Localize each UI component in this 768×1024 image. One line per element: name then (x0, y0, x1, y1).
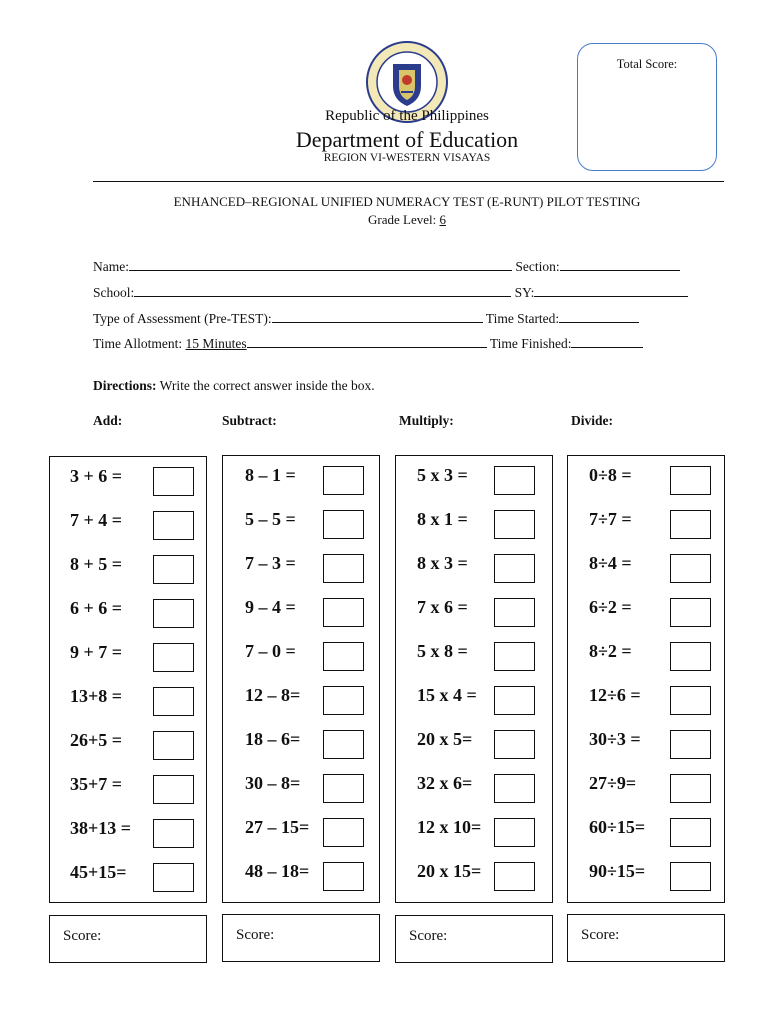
grade-level (0, 212, 768, 228)
problem-text: 6÷2 = (589, 597, 632, 617)
problem-text: 20 x 15= (417, 861, 482, 881)
problem-text: 12÷6 = (589, 685, 641, 705)
header-divider (93, 181, 724, 182)
problem-text: 35+7 = (70, 774, 123, 794)
total-score-box[interactable] (577, 43, 717, 171)
problem-text: 8÷4 = (589, 553, 632, 573)
republic-heading: Republic of the Philippines (325, 108, 489, 124)
grade-level-label: Grade Level: (368, 212, 440, 227)
time-started-field[interactable] (559, 311, 639, 323)
directions (93, 378, 375, 394)
add-column (49, 456, 207, 903)
problem-text: 26+5 = (70, 730, 123, 750)
problem-text: 5 x 3 = (417, 465, 468, 485)
grade-level-value: 6 (439, 212, 446, 227)
answer-box[interactable] (153, 819, 194, 848)
problem-text: 9 – 4 = (245, 597, 296, 617)
problem-text: 7 + 4 = (70, 510, 123, 530)
problem-text: 8 x 3 = (417, 553, 468, 573)
problem-text: 3 + 6 = (70, 466, 123, 486)
directions-label: Directions: (93, 378, 157, 393)
problem-text: 48 – 18= (245, 861, 310, 881)
problem-text: 27 – 15= (245, 817, 310, 837)
score-label: Score: (581, 927, 620, 943)
test-title: ENHANCED–REGIONAL UNIFIED NUMERACY TEST (E-RUNT) PILOT TESTING (173, 194, 641, 209)
add-label: Add: (93, 413, 123, 428)
problem-text: 12 x 10= (417, 817, 482, 837)
department-heading: Department of Education (295, 127, 519, 152)
answer-box[interactable] (670, 730, 711, 759)
allotment-row (93, 336, 643, 352)
problem-text: 12 – 8= (245, 685, 301, 705)
answer-box[interactable] (494, 642, 535, 671)
assessment-row (93, 311, 639, 327)
answer-box[interactable] (323, 598, 364, 627)
answer-box[interactable] (494, 686, 535, 715)
divide-score-box[interactable] (567, 914, 725, 962)
problem-text: 8 x 1 = (417, 509, 468, 529)
problem-text: 7 – 0 = (245, 641, 296, 661)
allotment-value: 15 Minutes (185, 336, 247, 351)
answer-box[interactable] (494, 730, 535, 759)
score-label: Score: (409, 928, 448, 944)
answer-box[interactable] (494, 554, 535, 583)
problem-text: 60÷15= (589, 817, 646, 837)
answer-box[interactable] (670, 466, 711, 495)
problem-text: 90÷15= (589, 861, 646, 881)
problem-text: 20 x 5= (417, 729, 473, 749)
problem-text: 8 + 5 = (70, 554, 123, 574)
total-score-label: Total Score: (616, 57, 678, 71)
answer-box[interactable] (670, 554, 711, 583)
problem-text: 45+15= (70, 862, 127, 882)
divide-label: Divide: (571, 413, 613, 428)
problem-text: 13+8 = (70, 686, 123, 706)
section-field[interactable] (560, 259, 680, 271)
problem-text: 0÷8 = (589, 465, 632, 485)
problem-text: 5 – 5 = (245, 509, 296, 529)
answer-box[interactable] (670, 510, 711, 539)
name-field[interactable] (129, 259, 512, 271)
time-finished-field[interactable] (571, 336, 643, 348)
subtract-column (222, 455, 380, 903)
answer-box[interactable] (670, 862, 711, 891)
directions-text: Write the correct answer inside the box. (156, 378, 375, 393)
problem-text: 30÷3 = (589, 729, 641, 749)
problem-text: 32 x 6= (417, 773, 473, 793)
section-label: Section: (515, 259, 560, 274)
answer-box[interactable] (323, 774, 364, 803)
answer-box[interactable] (494, 818, 535, 847)
answer-box[interactable] (153, 599, 194, 628)
answer-box[interactable] (153, 775, 194, 804)
answer-box[interactable] (494, 774, 535, 803)
answer-box[interactable] (153, 555, 194, 584)
answer-box[interactable] (323, 818, 364, 847)
problem-text: 18 – 6= (245, 729, 301, 749)
answer-box[interactable] (323, 730, 364, 759)
add-score-box[interactable] (49, 915, 207, 963)
answer-box[interactable] (323, 554, 364, 583)
answer-box[interactable] (670, 774, 711, 803)
allotment-label: Time Allotment: (93, 336, 186, 351)
school-label: School: (93, 285, 135, 300)
sy-field[interactable] (534, 285, 688, 297)
answer-box[interactable] (323, 862, 364, 891)
score-label: Score: (236, 927, 275, 943)
problem-text: 6 + 6 = (70, 598, 123, 618)
divide-column (567, 455, 725, 903)
sy-label: SY: (514, 285, 535, 300)
problem-text: 5 x 8 = (417, 641, 468, 661)
answer-box[interactable] (494, 862, 535, 891)
problem-text: 30 – 8= (245, 773, 301, 793)
problem-text: 8 – 1 = (245, 465, 296, 485)
multiply-label: Multiply: (399, 413, 454, 428)
region-heading: REGION VI-WESTERN VISAYAS (323, 152, 491, 164)
multiply-score-box[interactable] (395, 915, 553, 963)
problem-text: 9 + 7 = (70, 642, 123, 662)
school-field[interactable] (134, 285, 511, 297)
name-row (93, 259, 680, 275)
problem-text: 7 x 6 = (417, 597, 468, 617)
answer-box[interactable] (153, 467, 194, 496)
problem-text: 38+13 = (70, 818, 132, 838)
problem-text: 7 – 3 = (245, 553, 296, 573)
answer-box[interactable] (153, 511, 194, 540)
answer-box[interactable] (153, 731, 194, 760)
multiply-column (395, 455, 553, 903)
time-started-label: Time Started: (485, 311, 560, 326)
answer-box[interactable] (494, 598, 535, 627)
answer-box[interactable] (153, 687, 194, 716)
answer-box[interactable] (153, 643, 194, 672)
problem-text: 7÷7 = (589, 509, 632, 529)
problem-text: 15 x 4 = (417, 685, 477, 705)
answer-box[interactable] (670, 642, 711, 671)
name-label: Name: (93, 259, 129, 274)
answer-box[interactable] (670, 598, 711, 627)
answer-box[interactable] (323, 686, 364, 715)
answer-box[interactable] (323, 466, 364, 495)
assessment-label: Type of Assessment (Pre-TEST): (93, 311, 272, 326)
answer-box[interactable] (494, 510, 535, 539)
time-finished-label: Time Finished: (489, 336, 572, 351)
answer-box[interactable] (494, 466, 535, 495)
problem-text: 8÷2 = (589, 641, 632, 661)
subtract-score-box[interactable] (222, 914, 380, 962)
assessment-field[interactable] (272, 311, 483, 323)
answer-box[interactable] (153, 863, 194, 892)
problem-text: 27÷9= (589, 773, 637, 793)
school-row (93, 285, 688, 301)
subtract-label: Subtract: (222, 413, 277, 428)
answer-box[interactable] (323, 510, 364, 539)
answer-box[interactable] (670, 818, 711, 847)
answer-box[interactable] (670, 686, 711, 715)
answer-box[interactable] (323, 642, 364, 671)
score-label: Score: (63, 928, 102, 944)
allotment-line (247, 336, 487, 348)
